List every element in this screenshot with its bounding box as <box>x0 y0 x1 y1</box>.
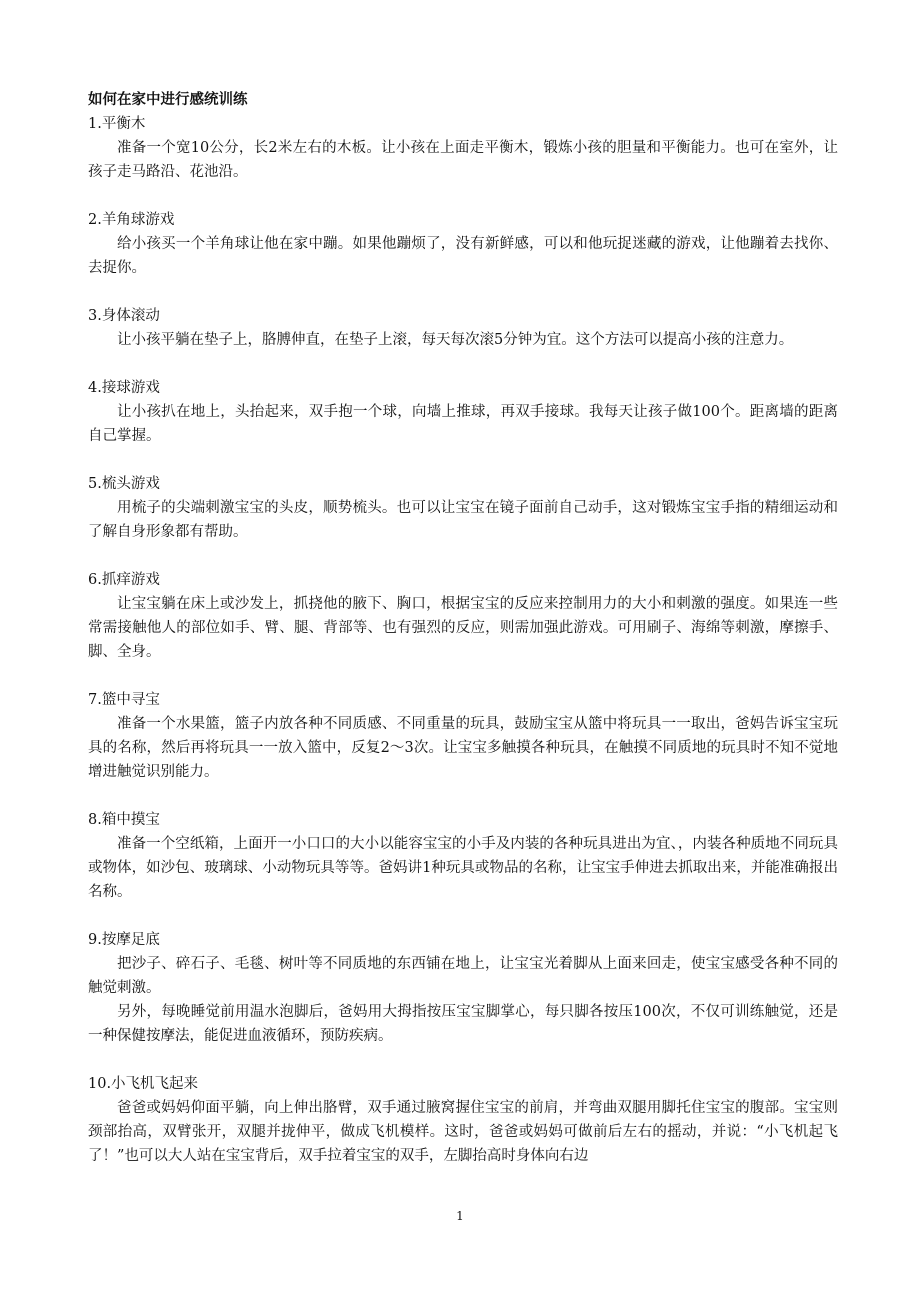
document-body <box>88 88 838 1168</box>
section-catch-ball-game <box>88 376 838 448</box>
section-heading: 6.抓痒游戏 <box>88 572 160 588</box>
page-number: 1 <box>456 1209 464 1223</box>
section-heading: 8.箱中摸宝 <box>88 812 160 828</box>
section-paragraph: 让宝宝躺在床上或沙发上，抓挠他的腋下、胸口，根据宝宝的反应来控制用力的大小和刺激的强度。如果连一些常需接触他人的部位如手、臂、腿、背部等、也有强烈的反应，则需加强此游戏。可用刷子、海绵等刺激，摩擦手、脚、全身。 <box>88 596 838 660</box>
section-heading: 7.篮中寻宝 <box>88 692 160 708</box>
section-heading: 5.梳头游戏 <box>88 476 160 492</box>
section-paragraph: 让小孩平躺在垫子上，胳膊伸直，在垫子上滚，每天每次滚5分钟为宜。这个方法可以提高小孩的注意力。 <box>117 332 794 348</box>
section-hop-ball-game <box>88 208 838 280</box>
section-paragraph: 爸爸或妈妈仰面平躺，向上伸出胳臂，双手通过腋窝握住宝宝的前肩，并弯曲双腿用脚托住宝宝的腹部。宝宝则颈部抬高，双臂张开，双腿并拢伸平，做成飞机模样。这时，爸爸或妈妈可做前后左右的摇动，并说：“小飞机起飞了！”也可以大人站在宝宝背后，双手拉着宝宝的双手，左脚抬高时身体向右边 <box>88 1100 838 1164</box>
section-basket-treasure <box>88 688 838 784</box>
section-little-airplane <box>88 1072 838 1168</box>
section-paragraph: 准备一个宽10公分，长2米左右的木板。让小孩在上面走平衡木，锻炼小孩的胆量和平衡能力。也可在室外，让孩子走马路沿、花池沿。 <box>88 140 838 180</box>
section-paragraph: 准备一个空纸箱，上面开一小口口的大小以能容宝宝的小手及内装的各种玩具进出为宜、，内装各种质地不同玩具或物体，如沙包、玻璃球、小动物玩具等等。爸妈讲1种玩具或物品的名称，让宝宝手伸进去抓取出来，并能准确报出名称。 <box>88 836 838 900</box>
section-heading: 4.接球游戏 <box>88 380 160 396</box>
document-title: 如何在家中进行感统训练 <box>88 92 248 108</box>
section-paragraph: 把沙子、碎石子、毛毯、树叶等不同质地的东西铺在地上，让宝宝光着脚从上面来回走，使宝宝感受各种不同的触觉刺激。 <box>88 956 838 996</box>
section-paragraph: 用梳子的尖端刺激宝宝的头皮，顺势梳头。也可以让宝宝在镜子面前自己动手，这对锻炼宝宝手指的精细运动和了解自身形象都有帮助。 <box>88 500 838 540</box>
section-box-treasure <box>88 808 838 904</box>
section-paragraph: 准备一个水果篮，篮子内放各种不同质感、不同重量的玩具，鼓励宝宝从篮中将玩具一一取出，爸妈告诉宝宝玩具的名称，然后再将玩具一一放入篮中，反复2～3次。让宝宝多触摸各种玩具，在触摸不同质地的玩具时不知不觉地增进触觉识别能力。 <box>88 716 838 780</box>
section-tickle-game <box>88 568 838 664</box>
section-foot-massage <box>88 928 838 1048</box>
section-paragraph: 给小孩买一个羊角球让他在家中蹦。如果他蹦烦了，没有新鲜感，可以和他玩捉迷藏的游戏，让他蹦着去找你、去捉你。 <box>88 236 838 276</box>
section-body-rolling <box>88 304 838 352</box>
section-heading: 10.小飞机飞起来 <box>88 1076 199 1092</box>
section-paragraph: 另外，每晚睡觉前用温水泡脚后，爸妈用大拇指按压宝宝脚掌心，每只脚各按压100次，不仅可训练触觉，还是一种保健按摩法，能促进血液循环，预防疾病。 <box>88 1004 838 1044</box>
section-balance-beam <box>88 112 838 184</box>
section-heading: 2.羊角球游戏 <box>88 212 175 228</box>
section-heading: 3.身体滚动 <box>88 308 160 324</box>
section-heading: 9.按摩足底 <box>88 932 160 948</box>
section-paragraph: 让小孩扒在地上，头抬起来，双手抱一个球，向墙上推球，再双手接球。我每天让孩子做100个。距离墙的距离自己掌握。 <box>88 404 838 444</box>
section-comb-hair-game <box>88 472 838 544</box>
section-heading: 1.平衡木 <box>88 116 146 132</box>
